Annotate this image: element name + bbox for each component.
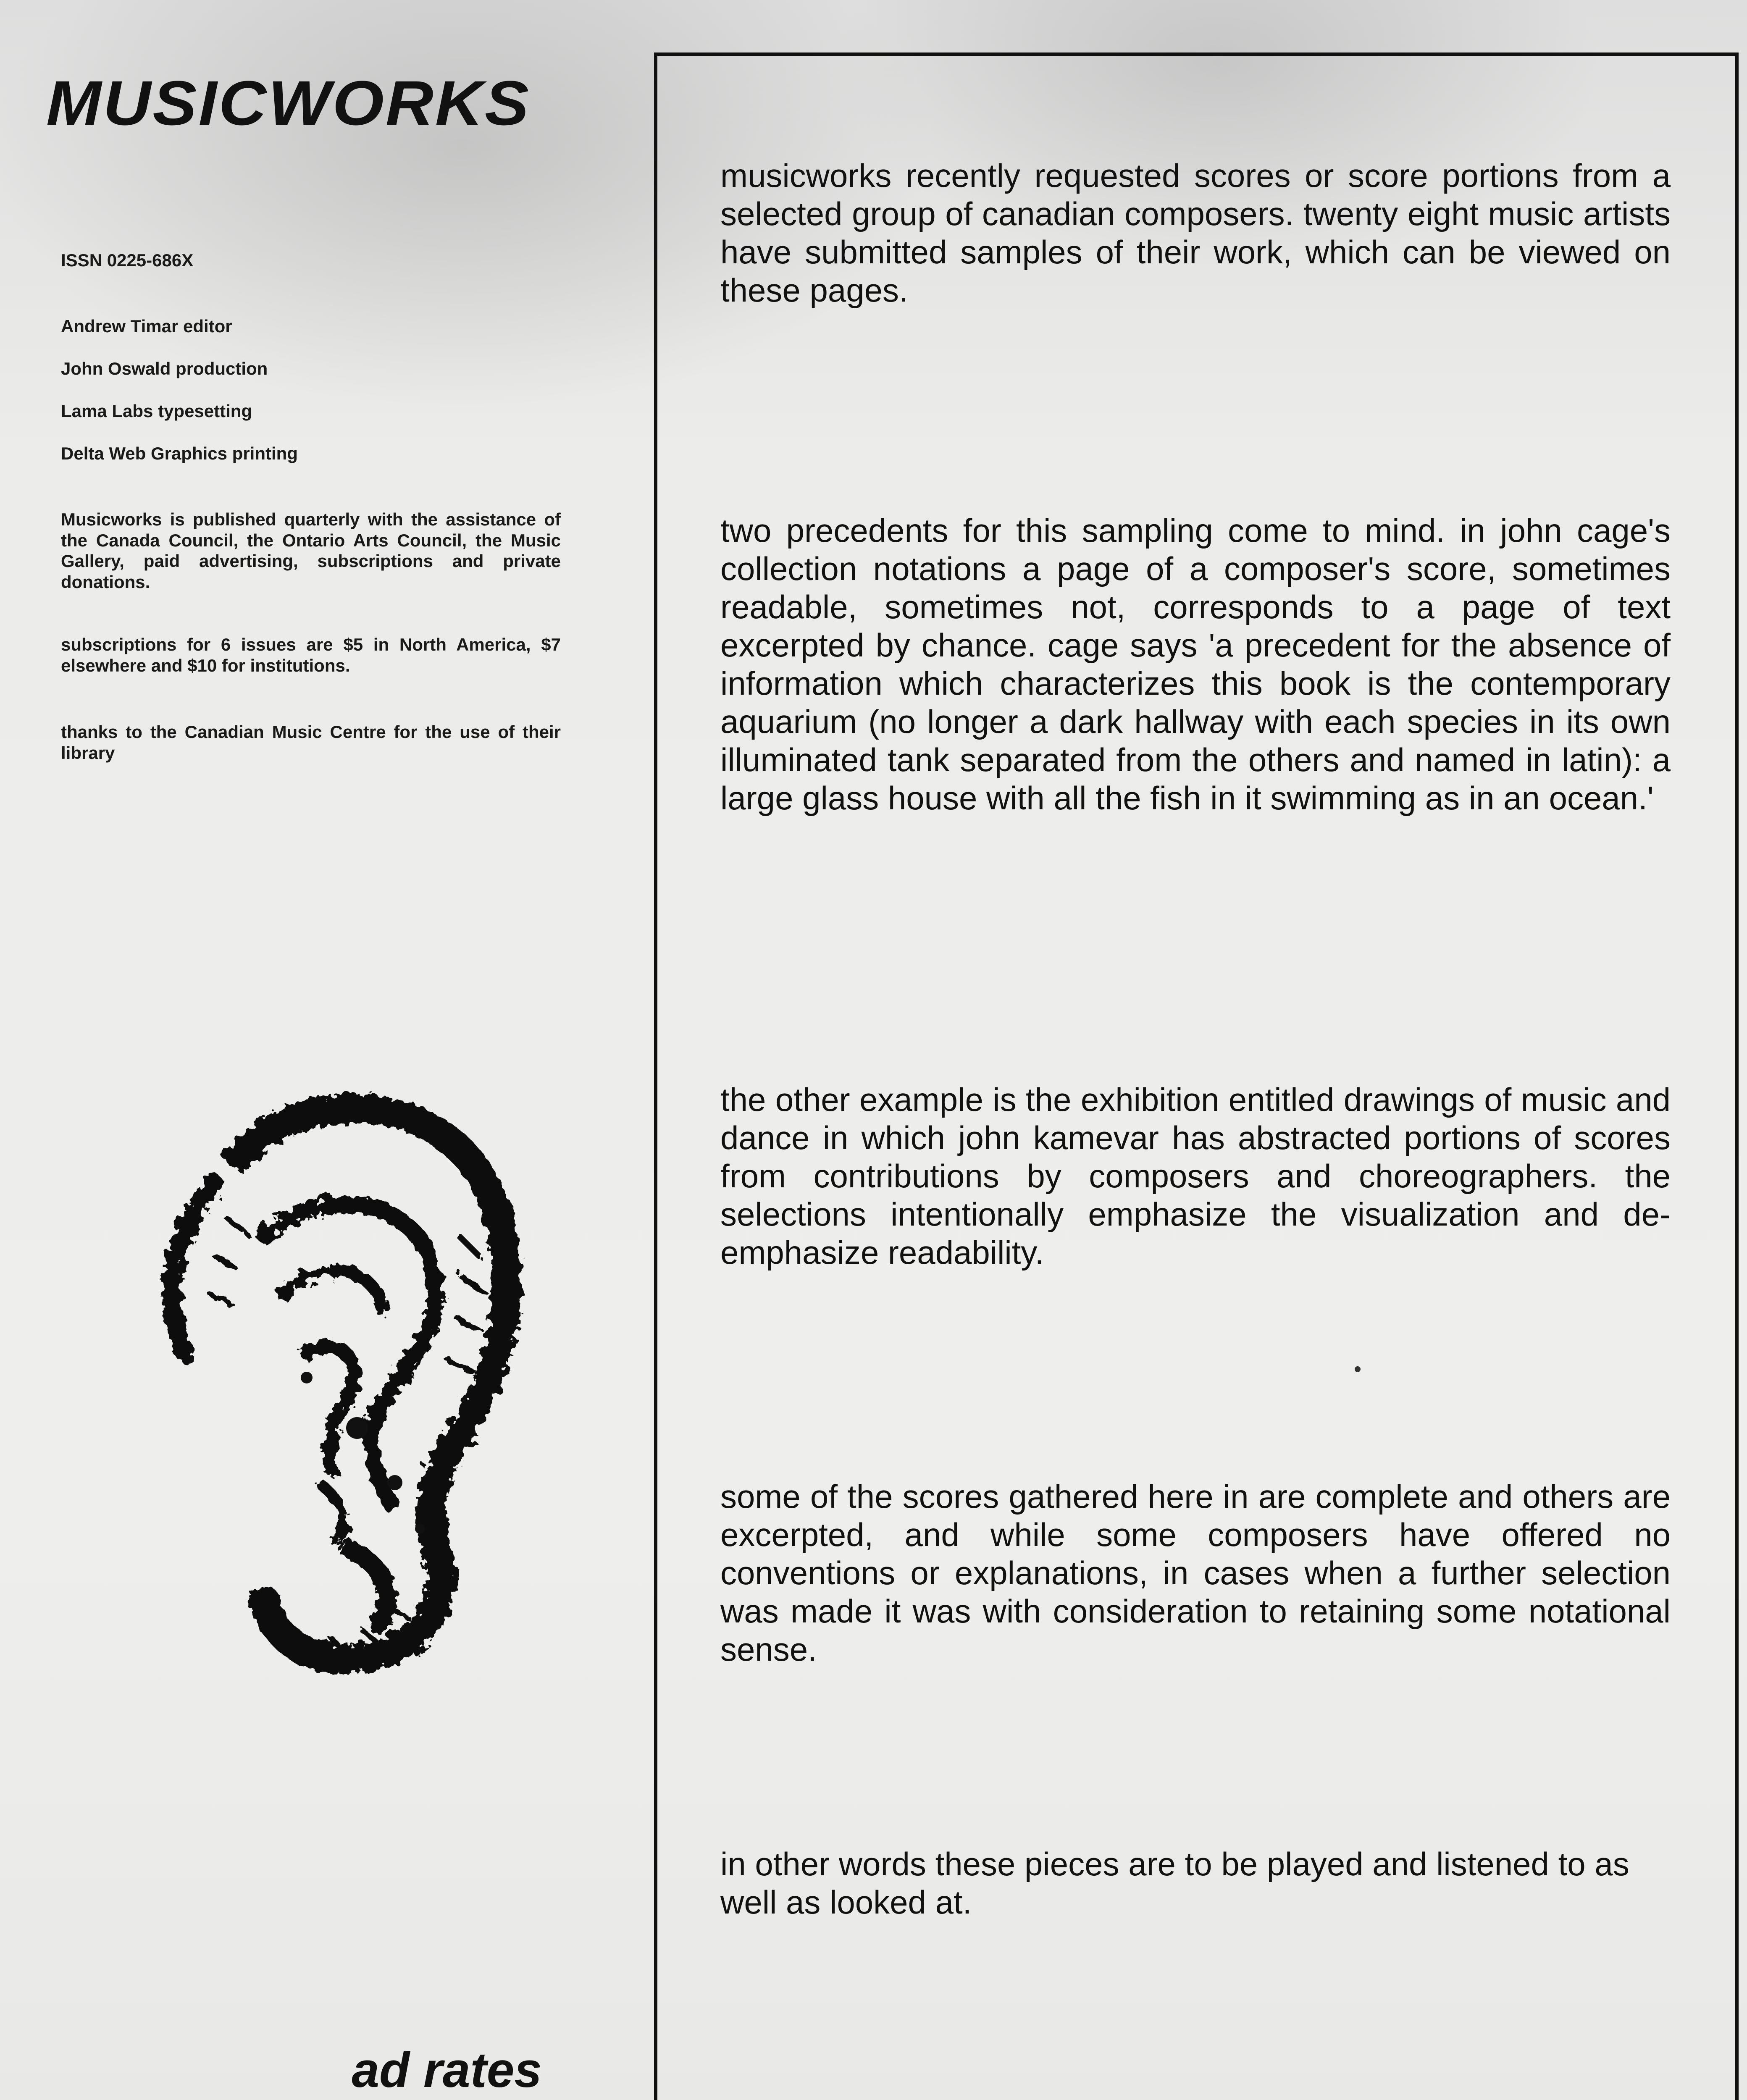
editorial-paragraph-intro: musicworks recently requested scores or score portions from a selected group of canadian composers. twenty eight music artists have submitted samples of their work, which can be viewed on these pages. [720, 157, 1671, 309]
subscriptions-note: subscriptions for 6 issues are $5 in North America, $7 elsewhere and $10 for institutions. [61, 635, 561, 675]
editorial-paragraph-other-words: in other words these pieces are to be played and listened to as well as looked at. [720, 1845, 1629, 1921]
ear-illustration-icon [88, 1058, 550, 1680]
editorial-paragraph-exhibition: the other example is the exhibition entitled drawings of music and dance in which john kamevar has abstracted portions of scores from contributions by composers and choreographers. the selections intentionally emphasize the visualization and de-emphasize readability. [720, 1081, 1671, 1271]
credit-typesetting: Lama Labs typesetting [61, 401, 252, 421]
issn-number: ISSN 0225-686X [61, 250, 194, 270]
credit-editor: Andrew Timar editor [61, 316, 232, 336]
credit-printing: Delta Web Graphics printing [61, 444, 298, 463]
publication-note: Musicworks is published quarterly with the assistance of the Canada Council, the Ontario Arts Council, the Music Gallery, paid advertising, subscriptions and private donations. [61, 509, 561, 592]
editorial-paragraph-precedents: two precedents for this sampling come to mind. in john cage's collection notations a page of a composer's score, sometimes readable, sometimes not, corresponds to a page of text excerpted by chance. cage says 'a precedent for the absence of information which characterizes this book is the contemporary aquarium (no longer a dark hallway with each species in its own illuminated tank separated from the others and named in latin): a large glass house with all the fish in it swimming as in an ocean.' [720, 512, 1671, 816]
print-speck [1355, 1366, 1361, 1372]
masthead-title: MUSICWORKS [46, 68, 531, 138]
editorial-paragraph-scores: some of the scores gathered here in are complete and others are excerpted, and while some composers have offered no conventions or explanations, in cases when a further selection was made it was with consideration to retaining some notational sense. [720, 1478, 1671, 1668]
editorial-box [654, 52, 1739, 2100]
thanks-note: thanks to the Canadian Music Centre for the use of their library [61, 722, 561, 763]
credit-production: John Oswald production [61, 359, 268, 378]
ad-rates-title: ad rates [352, 2042, 542, 2098]
